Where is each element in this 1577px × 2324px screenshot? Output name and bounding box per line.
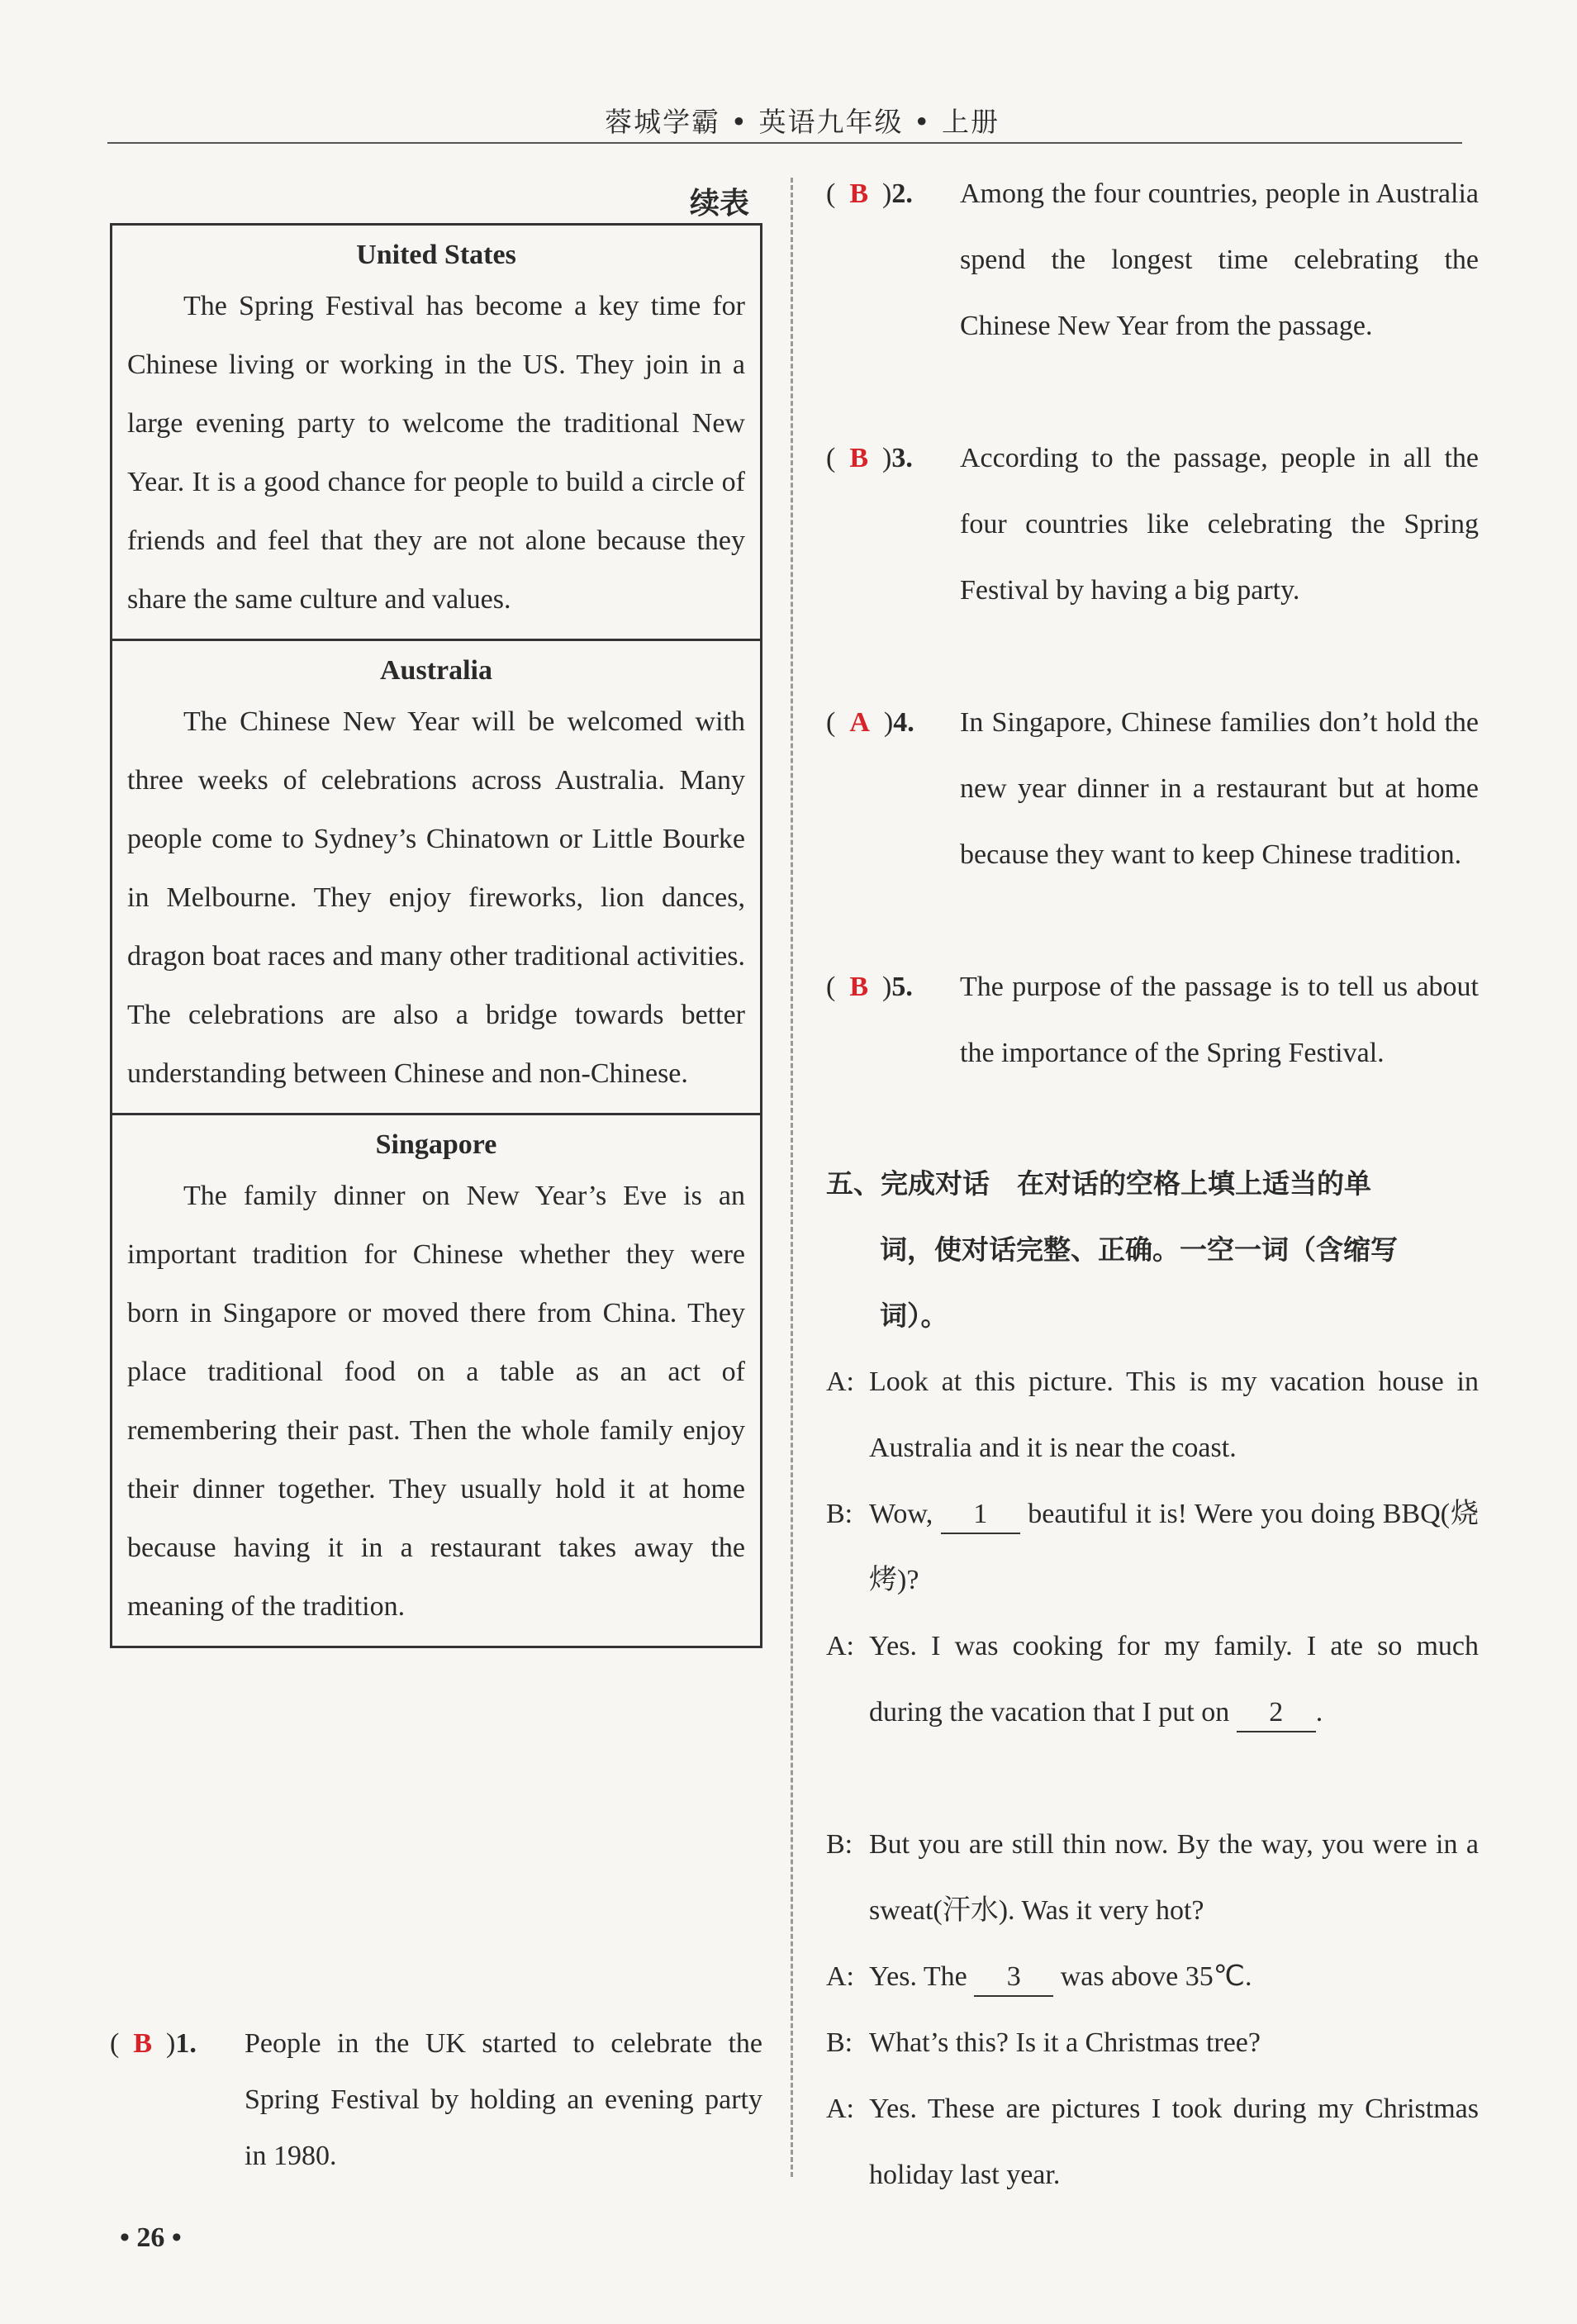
answer-bracket: ( B )1. xyxy=(110,2028,197,2059)
question-text: People in the UK started to celebrate the Spring Festival by holding an evening party in 1980. xyxy=(245,2028,762,2171)
table-cell-us xyxy=(112,226,760,641)
speaker: B: xyxy=(826,1829,853,1860)
question-1 xyxy=(110,2016,762,2184)
blank-2[interactable]: 2 xyxy=(1237,1694,1316,1732)
speaker: B: xyxy=(826,2027,853,2058)
dialog-text: Yes. These are pictures I took during my Christmas holiday last year. xyxy=(869,2094,1479,2190)
column-divider xyxy=(791,178,793,2177)
dialog-text xyxy=(869,1613,1479,1746)
dialog-line xyxy=(826,1613,1479,1746)
page-header xyxy=(107,93,1462,144)
speaker: A: xyxy=(826,2094,854,2124)
country-text: The Chinese New Year will be welcomed with three weeks of celebrations across Australia. Many people come to Sydney’s Chinatown or Little Bourke in Melbourne. They enjoy fireworks, lion dances, dragon boat races and many other traditional activities. The celebrations are also a bridge towards better understanding between Chinese and non-Chinese. xyxy=(127,706,745,1089)
dialog-text xyxy=(869,1944,1479,2010)
speaker: A: xyxy=(826,1631,854,1661)
question-number: 5. xyxy=(891,972,913,1002)
dialog-text xyxy=(869,1481,1479,1613)
question-2 xyxy=(826,161,1479,359)
dialog-text: What’s this? Is it a Christmas tree? xyxy=(869,2027,1261,2058)
dialog-text-pre: Wow, xyxy=(869,1499,941,1529)
header-title: 蓉城学霸 • 英语九年级 • 上册 xyxy=(605,106,1000,138)
question-text: Among the four countries, people in Australia spend the longest time celebrating the Chinese New Year from the passage. xyxy=(960,178,1479,341)
blank-3[interactable]: 3 xyxy=(974,1959,1053,1997)
section-5-heading xyxy=(826,1151,1479,1349)
answer-mark: B xyxy=(849,972,869,1002)
country-text: The family dinner on New Year’s Eve is an important tradition for Chinese whether they were born in Singapore or moved there from China. They place traditional food on a table as an act of remembering their past. Then the whole family enjoy their dinner together. They usually hold it at home because having it in a restaurant takes away the meaning of the tradition. xyxy=(127,1181,745,1622)
question-4 xyxy=(826,690,1479,888)
dialog-text-pre: Yes. The xyxy=(869,1961,975,1992)
table-cell-australia xyxy=(112,641,760,1115)
speaker: A: xyxy=(826,1961,854,1992)
question-text: The purpose of the passage is to tell us about the importance of the Spring Festival. xyxy=(960,972,1479,1068)
question-text: According to the passage, people in all the four countries like celebrating the Spring Festival by having a big party. xyxy=(960,443,1479,606)
speaker: B: xyxy=(826,1499,853,1529)
reading-table xyxy=(110,223,762,1648)
answer-mark: A xyxy=(849,707,870,738)
question-text: In Singapore, Chinese families don’t hold the new year dinner in a restaurant but at home because they want to keep Chinese tradition. xyxy=(960,707,1479,870)
question-number: 3. xyxy=(891,443,913,473)
country-heading: Australia xyxy=(380,655,492,686)
dialog-line xyxy=(826,1944,1479,2010)
dialog-line xyxy=(826,1349,1479,1481)
question-number: 2. xyxy=(891,178,913,209)
answer-mark: B xyxy=(849,443,869,473)
answer-mark: B xyxy=(849,178,869,209)
dialog-line xyxy=(826,2076,1479,2208)
dialog-text-post: . xyxy=(1315,1697,1323,1728)
dialog-text-post: beautiful it is! Were you doing BBQ(烧烤)? xyxy=(869,1499,1480,1595)
dialog-line xyxy=(826,1481,1479,1613)
question-number: 4. xyxy=(893,707,914,738)
country-heading: Singapore xyxy=(375,1129,497,1160)
answer-mark: B xyxy=(133,2028,153,2059)
blank-1[interactable]: 1 xyxy=(941,1496,1020,1534)
answer-bracket: ( A )4. xyxy=(826,707,914,738)
question-3 xyxy=(826,425,1479,624)
table-cell-singapore xyxy=(112,1115,760,1646)
section-line-2: 词，使对话完整、正确。一空一词（含缩写 xyxy=(880,1233,1398,1266)
question-5 xyxy=(826,954,1479,1086)
continued-label: 续表 xyxy=(690,187,750,221)
answer-bracket: ( B )3. xyxy=(826,443,913,473)
speaker: A: xyxy=(826,1366,854,1397)
answer-bracket: ( B )5. xyxy=(826,972,913,1002)
country-heading: United States xyxy=(356,240,516,270)
dialog-text-pre: Yes. I was cooking for my family. I ate so much during the vacation that I put on xyxy=(869,1631,1479,1728)
dialog-line xyxy=(826,2010,1479,2076)
dialog-text-post: was above 35℃. xyxy=(1053,1961,1252,1992)
question-number: 1. xyxy=(175,2028,197,2059)
dialog-text: But you are still thin now. By the way, you were in a sweat(汗水). Was it very hot? xyxy=(869,1829,1479,1926)
section-line-1: 五、完成对话 在对话的空格上填上适当的单 xyxy=(826,1167,1371,1200)
answer-bracket: ( B )2. xyxy=(826,178,913,209)
dialog-line xyxy=(826,1812,1479,1944)
country-text: The Spring Festival has become a key time for Chinese living or working in the US. They join in a large evening party to welcome the traditional New Year. It is a good chance for people to build a circle of friends and feel that they are not alone because they share the same culture and values. xyxy=(127,291,745,615)
page-number: • 26 • xyxy=(120,2222,182,2253)
dialog-text: Look at this picture. This is my vacation house in Australia and it is near the coast. xyxy=(869,1366,1479,1463)
section-line-3: 词）。 xyxy=(880,1300,948,1332)
